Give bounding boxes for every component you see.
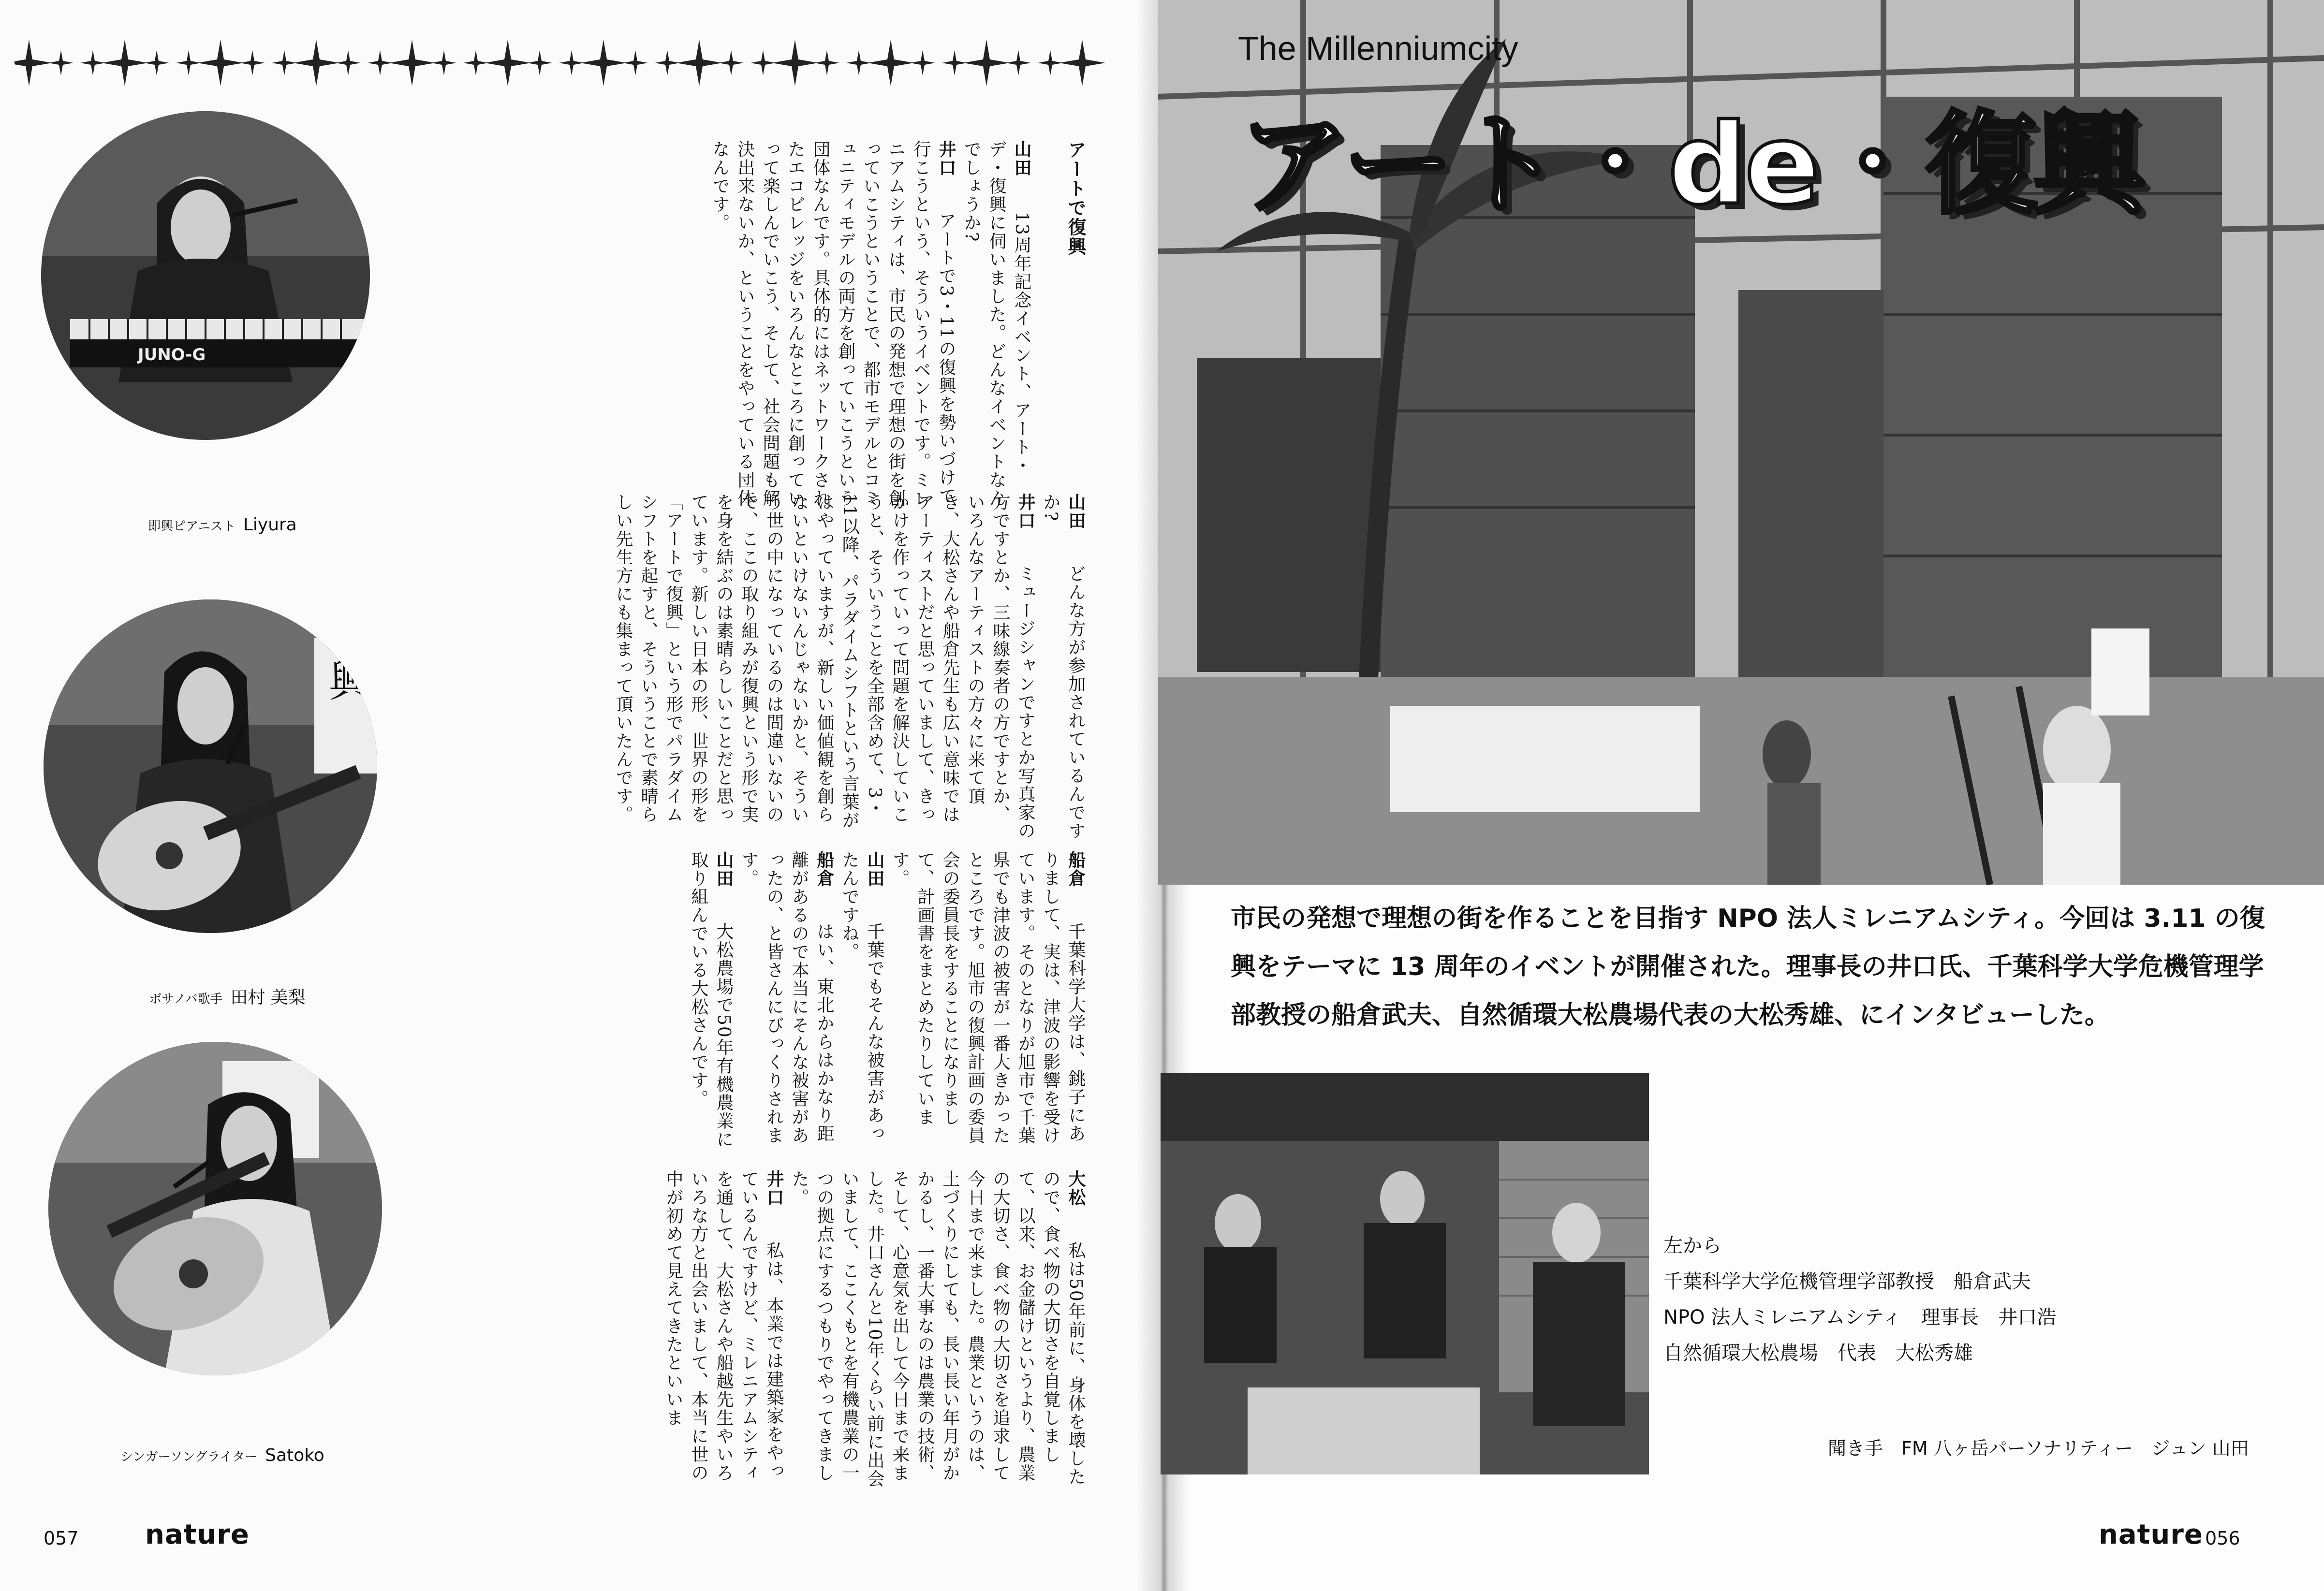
nature-logo-left: nature bbox=[145, 1519, 250, 1550]
paragraph-text: 13周年記念イベント、アート・デ・復興に伺いました。どんなイベントなんでしょうか? bbox=[961, 140, 1031, 508]
article-paragraph bbox=[887, 851, 1088, 1160]
article-body-bottom bbox=[484, 1170, 1088, 1489]
sparkle-star-icon bbox=[772, 40, 818, 86]
speaker-label: 井口 bbox=[764, 1170, 784, 1207]
sparkle-star-icon bbox=[868, 40, 914, 86]
article-paragraph bbox=[707, 140, 958, 508]
keyboard-brand-label: JUNO-G bbox=[138, 345, 206, 365]
sparkle-star-icon bbox=[102, 40, 148, 86]
article-paragraph bbox=[661, 1170, 786, 1489]
caption-name: Liyura bbox=[243, 515, 297, 535]
article-paragraph bbox=[786, 1170, 1088, 1489]
article-paragraph bbox=[686, 851, 736, 1160]
speaker-label: 山田 bbox=[1012, 140, 1031, 177]
sparkle-header-decoration bbox=[15, 29, 1107, 97]
caption-role: シンガーソングライター bbox=[120, 1450, 258, 1464]
article-body-lower bbox=[484, 851, 1088, 1160]
paragraph-text: 大松農場で50年有機農業に取り組んでいる大松さんです。 bbox=[689, 851, 734, 1149]
credit-row: 自然循環大松農場 代表 大松秀雄 bbox=[1663, 1342, 1973, 1364]
page-number-left: 057 bbox=[44, 1528, 79, 1549]
credits-intro: 左から bbox=[1663, 1235, 1721, 1257]
sparkle-star-icon bbox=[814, 50, 839, 75]
paragraph-text: 千葉でもそんな被害があったんですね。 bbox=[839, 851, 884, 1143]
caption-role: ボサノバ歌手 bbox=[149, 992, 223, 1007]
speaker-label: 山田 bbox=[714, 851, 734, 888]
article-paragraph bbox=[610, 493, 1038, 841]
caption-name: Satoko bbox=[265, 1445, 324, 1465]
sparkle-star-icon bbox=[240, 50, 265, 75]
feature-title: アート・de・復興 bbox=[1238, 101, 2142, 230]
sparkle-star-icon bbox=[293, 40, 339, 86]
sparkle-star-icon bbox=[144, 50, 169, 75]
sparkle-star-icon bbox=[963, 40, 1010, 86]
interviewer-credit: 聞き手 FM 八ヶ岳パーソナリティー ジュン 山田 bbox=[1828, 1438, 2249, 1459]
sparkle-star-icon bbox=[336, 50, 361, 75]
paragraph-text: 私は、本業では建築家をやっているんですけど、ミレニアムシティを通して、大松さんや船越先生やいろいろな方と出会いまして、本当に世の中が初めて見えてきたといいま bbox=[663, 1170, 784, 1482]
sparkle-star-icon bbox=[527, 50, 552, 75]
nature-logo-right: nature bbox=[2099, 1519, 2203, 1550]
article-body-middle bbox=[484, 493, 1088, 841]
sparkle-star-icon bbox=[485, 40, 531, 86]
speaker-label: 井口 bbox=[936, 140, 956, 177]
sparkle-star-icon bbox=[719, 50, 744, 75]
lead-paragraph: 市民の発想で理想の街を作ることを目指す NPO 法人ミレニアムシティ。今回は 3.11 の復興をテーマに 13 周年のイベントが開催された。理事長の井口氏、千葉科学大学危機管理学部教授の船倉武夫、自然循環大松農場代表の大松秀雄、にインタビューした。 bbox=[1231, 904, 2265, 1030]
speaker-label: 船倉 bbox=[814, 851, 834, 888]
caption-role: 即興ピアニスト bbox=[148, 519, 235, 534]
kicker-title: The Millenniumcity bbox=[1238, 29, 1518, 67]
paragraph-text: アートで3・11の復興を勢いづけて行こうという、そういうイベントです。ミレニアムシティは、市民の発想で理想の街を創っていこうということで、都市モデルとコミュニティモデルの両方を創っていこうという団体なんです。具体的にはネットワークされたエコビレッジをいろんなところに創っていって楽しんでいこう、そして、社会問題も解決出来ないか、ということをやっている団体なんです。 bbox=[710, 140, 956, 508]
paragraph-text: 私は50年前に、身体を壊したので、食べ物の大切さを自覚しまして、以来、お金儲けというより、農業の大切さ、食べ物の大切さを追求して今日まで来ました。農業というのは、土づくりにしても、長い長い年月がかかるし、一番大事なのは農業の技術、そして、心意気を出して今日まで来ました。井口さんと10年くらい前に出会いまして、ここくもとを有機農業の一つの拠点にするつもりでやってきました。 bbox=[789, 1170, 1086, 1488]
speaker-label: 船倉 bbox=[1066, 851, 1086, 888]
paragraph-text: 千葉科学大学は、銚子にありまして、実は、津波の影響を受けています。そのとなりが旭市で千葉県でも津波の被害が一番大きかったところです。旭市の復興計画の委員会の委員長をすることになりまして、計画書をまとめたりしています。 bbox=[890, 851, 1086, 1145]
caption-pianist bbox=[53, 515, 392, 535]
credit-row: NPO 法人ミレニアムシティ 理事長 井口浩 bbox=[1663, 1306, 2057, 1328]
photo-songwriter bbox=[48, 1042, 382, 1375]
credit-row: 千葉科学大学危機管理学部教授 船倉武夫 bbox=[1663, 1270, 2031, 1293]
article-paragraph bbox=[736, 851, 837, 1160]
page-number-right: 056 bbox=[2205, 1528, 2240, 1549]
sparkle-star-icon bbox=[389, 40, 435, 86]
caption-songwriter bbox=[53, 1445, 392, 1465]
paragraph-text: ミュージシャンですとか写真家の方ですとか、三味線奏者の方ですとか、いろんなアーティストの方々に来て頂き、大松さんや船倉先生も広い意味ではアーティストだと思っていまして、きっかけを作っていって問題を解決していこうと、そういうことを全部含めて、3・11以降、パラダイムシフトという言葉がはやっていますが、新しい価値観を創らないといけないんじゃないかと、そういう世の中になっているのは間違いないので、ここの取り組みが復興という形で実を身を結ぶのは素晴らしいことだと思っています。新しい日本の形、世界の形を「アートで復興」という形でパラダイムシフトを起すと、そういうことで素晴らしい先生方にも集まって頂いたんです。 bbox=[613, 493, 1035, 840]
photo-bossa-singer bbox=[44, 599, 377, 933]
article-paragraph bbox=[837, 851, 887, 1160]
sparkle-star-icon bbox=[676, 40, 722, 86]
photo-credits bbox=[1663, 1228, 2056, 1371]
sparkle-star-icon bbox=[15, 40, 52, 86]
sparkle-star-icon bbox=[431, 50, 456, 75]
speaker-label: 山田 bbox=[1066, 493, 1086, 530]
sparkle-star-icon bbox=[1059, 40, 1105, 86]
speaker-label: 井口 bbox=[1015, 493, 1035, 530]
photo-interview bbox=[1161, 1073, 1649, 1474]
paragraph-text: はい、東北からはかなり距離があるので本当にそんな被害があったの、と皆さんにびっくりされます。 bbox=[739, 851, 834, 1145]
sparkle-star-icon bbox=[910, 50, 935, 75]
article-body-upper bbox=[484, 140, 1088, 508]
sparkle-star-icon bbox=[580, 40, 627, 86]
sparkle-star-icon bbox=[197, 40, 244, 86]
speaker-label: 大松 bbox=[1066, 1170, 1086, 1207]
section-heading: アートで復興 bbox=[1065, 140, 1086, 256]
photo-pianist bbox=[41, 111, 370, 440]
caption-bossa-singer bbox=[58, 984, 397, 1008]
sparkle-star-icon bbox=[1006, 50, 1031, 75]
article-paragraph bbox=[958, 140, 1034, 508]
caption-name: 田村 美梨 bbox=[230, 988, 306, 1007]
article-paragraph bbox=[1038, 493, 1088, 841]
sparkle-star-icon bbox=[48, 50, 74, 75]
speaker-label: 山田 bbox=[865, 851, 884, 888]
photo-sign-kanji: 興 bbox=[329, 656, 372, 707]
paragraph-text: どんな方が参加されているんですか? bbox=[1041, 493, 1086, 840]
sparkle-star-icon bbox=[623, 50, 648, 75]
